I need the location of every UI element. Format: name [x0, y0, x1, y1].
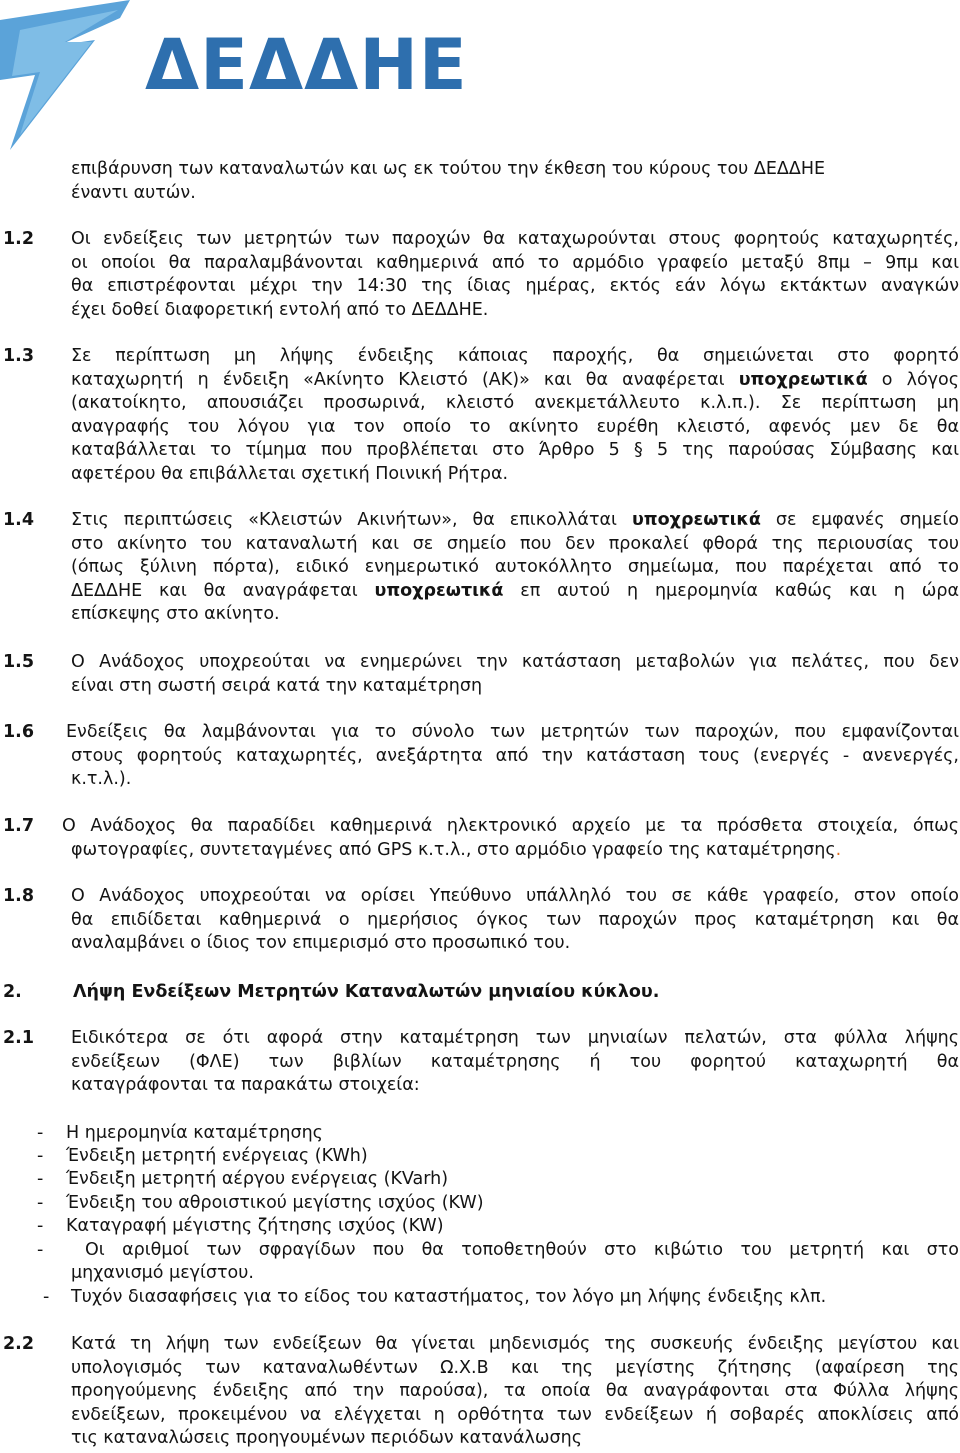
company-logo — [0, 0, 468, 160]
text-line: (όπως ξύλινη πόρτα), ειδικό ενημερωτικό αυτοκόλλητο σημείωμα, που παρέχεται από το — [71, 557, 959, 577]
text-line: επίσκεψης στο ακίνητο. — [71, 604, 280, 624]
list-item — [37, 1145, 43, 1169]
text-run: φωτογραφίες, συντεταγμένες από GPS κ.τ.λ., στο αρμόδιο γραφείο της καταμέτρησης — [71, 839, 836, 860]
list-item — [37, 1168, 43, 1192]
text-line: Κατά τη λήψη των ενδείξεων θα γίνεται μηδενισμός της συσκευής ένδειξης μεγίστου και — [71, 1334, 959, 1354]
text-line: ενδείξεων, προκειμένου να ελέγχεται η ορθότητα των ενδείξεων ή σοβαρές αποκλίσεις από — [71, 1404, 959, 1425]
section-number-1-8: 1.8 — [3, 886, 35, 906]
orange-period: . — [835, 839, 842, 860]
text-line: αναλαμβάνει ο ίδιος τον επιμερισμό στο προσωπικό του. — [71, 933, 571, 953]
section-number-1-5: 1.5 — [3, 652, 35, 672]
dash-marker: - — [37, 1169, 44, 1189]
dash-marker: - — [43, 1287, 50, 1307]
section-1-4-text — [71, 509, 959, 627]
dash-marker: - — [37, 1146, 44, 1166]
section-number-2-1: 2.1 — [3, 1028, 35, 1048]
section-number-1-4: 1.4 — [3, 510, 35, 530]
text-line: αφετέρου θα επιβάλλεται σχετική Ποινική Ρήτρα. — [71, 463, 509, 484]
text-line: έχει δοθεί διαφορετική εντολή από το ΔΕΔΔΗΕ. — [71, 299, 489, 320]
text-line: τις καταναλώσεις προηγουμένων περιόδων κατανάλωσης — [71, 1428, 582, 1448]
dash-marker: - — [37, 1193, 44, 1213]
list-item — [37, 1192, 43, 1216]
text-line: οι οποίοι θα παραλαμβάνονται καθημερινά από το αρμόδιο γραφείο μεταξύ 8πμ – 9πμ και — [71, 252, 959, 273]
text-line: Ειδικότερα σε ότι αφορά στην καταμέτρηση των μηνιαίων πελατών, στα φύλλα λήψης — [71, 1028, 959, 1048]
list-item-text: Καταγραφή μέγιστης ζήτησης ισχύος (KW) — [66, 1216, 444, 1236]
text-run: καταχωρητή η ένδειξη «Ακίνητο Κλειστό (ΑΚ)» και θα αναφέρεται — [71, 369, 739, 390]
dash-marker: - — [37, 1240, 44, 1260]
text-line: είναι στη σωστή σειρά κατά την καταμέτρηση — [71, 675, 483, 696]
section-number-1-3: 1.3 — [3, 346, 35, 366]
text-line: Οι αριθμοί των σφραγίδων που θα τοποθετηθούν στο κιβώτιο του μετρητή και στο — [85, 1240, 959, 1260]
text-line: Σε περίπτωση μη λήψης ένδειξης κάποιας παροχής, θα σημειώνεται στο φορητό — [71, 346, 959, 366]
intro-line-1: επιβάρυνση των καταναλωτών και ως εκ τούτου την έκθεση του κύρους του ΔΕΔΔΗΕ — [71, 159, 826, 179]
text-run: επ αυτού η ημερομηνία καθώς και η ώρα — [503, 580, 960, 601]
section-number-1-6: 1.6 — [3, 722, 35, 742]
text-line: ενδείξεων (ΦΛΕ) των βιβλίων καταμέτρησης ή του φορητού καταχωρητή θα — [71, 1051, 959, 1072]
list-item-text: Ένδειξη μετρητή αέργου ενέργειας (KVarh) — [66, 1169, 449, 1189]
list-item — [37, 1239, 43, 1263]
text-run: ο λόγος — [867, 369, 959, 390]
list-item-text: μηχανισμό μεγίστου. — [71, 1263, 254, 1283]
text-line: Ο Ανάδοχος υποχρεούται να ενημερώνει την κατάσταση μεταβολών για πελάτες, που δεν — [71, 652, 959, 672]
text-line: Ενδείξεις θα λαμβάνονται για το σύνολο των μετρητών των παροχών, που εμφανίζονται — [66, 722, 959, 742]
text-line: (ακατοίκητο, απουσιάζει προσωρινά, κλειστό ανεκμετάλλευτο κ.λ.π.). Σε περίπτωση μη — [71, 393, 959, 413]
section-1-6-text — [66, 721, 959, 792]
intro-line-2: έναντι αυτών. — [71, 182, 196, 203]
section-1-5-text — [71, 651, 959, 698]
section-number-2: 2. — [3, 982, 22, 1002]
emphasis-required: υποχρεωτικά — [631, 510, 761, 530]
section-number-2-2: 2.2 — [3, 1334, 35, 1354]
section-1-2-text — [71, 228, 959, 322]
list-item — [37, 1122, 43, 1146]
section-2-1-text — [71, 1027, 959, 1098]
text-line: στους φορητούς καταχωρητές, ανεξάρτητα από την κατάσταση τους (ενεργές - ανενεργές, — [71, 745, 959, 766]
text-run: σε εμφανές σημείο — [760, 510, 959, 530]
text-run: ΔΕΔΔΗΕ και θα αναγράφεται — [71, 580, 375, 601]
dash-marker: - — [37, 1123, 44, 1143]
logo-text: ΔΕΔΔΗΕ — [145, 24, 468, 106]
intro-paragraph — [71, 158, 959, 205]
text-line: θα επιστρέφονται μέχρι την 14:30 της ίδιας ημέρας, εκτός εάν λόγω εκτάκτων αναγκών — [71, 276, 959, 296]
list-item-text: Ένδειξη μετρητή ενέργειας (KWh) — [66, 1146, 368, 1166]
list-item-text — [85, 1239, 959, 1263]
section-1-8-text — [71, 885, 959, 956]
text-line — [71, 369, 959, 393]
emphasis-required: υποχρεωτικά — [738, 369, 868, 390]
text-line: αναγραφής του λόγου για τον οποίο το ακίνητο ευρέθη κλειστό, αφενός μεν δε θα — [71, 416, 959, 437]
section-1-7-text — [62, 815, 959, 862]
text-line: θα επιδίδεται καθημερινά ο ημερήσιος όγκος των παροχών προς καταμέτρηση και θα — [71, 909, 959, 930]
text-line: Οι ενδείξεις των μετρητών των παροχών θα καταχωρούνται στους φορητούς καταχωρητές, — [71, 229, 959, 249]
text-line: καταγράφονται τα παρακάτω στοιχεία: — [71, 1075, 420, 1095]
emphasis-required: υποχρεωτικά — [374, 580, 504, 601]
text-run: Στις περιπτώσεις «Κλειστών Ακινήτων», θα επικολλάται — [71, 510, 632, 530]
list-item-text: Τυχόν διασαφήσεις για το είδος του καταστήματος, τον λόγο μη λήψης ένδειξης κλπ. — [71, 1287, 827, 1307]
text-line — [71, 580, 959, 604]
text-line: στο ακίνητο του καταναλωτή και σε σημείο που δεν προκαλεί φθορά της περιουσίας του — [71, 533, 959, 554]
list-item — [43, 1286, 49, 1310]
text-line: κ.τ.λ.). — [71, 769, 132, 789]
text-line: προηγούμενης ένδειξης από την παρούσα), τα οποία θα αναγράφονται στα Φύλλα λήψης — [71, 1381, 959, 1401]
section-number-1-7: 1.7 — [3, 816, 35, 836]
text-line: καταβάλλεται το τίμημα που προβλέπεται στο Άρθρο 5 § 5 της παρούσας Σύμβασης και — [71, 440, 959, 460]
text-line: Ο Ανάδοχος υποχρεούται να ορίσει Υπεύθυνο υπάλληλό του σε κάθε γραφείο, στον οποίο — [71, 886, 959, 906]
list-item — [37, 1215, 43, 1239]
section-2-heading: Λήψη Ενδείξεων Μετρητών Καταναλωτών μηνιαίου κύκλου. — [73, 982, 660, 1002]
section-2-2-text — [71, 1333, 959, 1451]
section-number-1-2: 1.2 — [3, 229, 35, 249]
text-line: υπολογισμός των καταναλωθέντων Ω.Χ.Β και της μεγίστης ζήτησης (αφαίρεση της — [71, 1357, 959, 1378]
section-1-3-text — [71, 345, 959, 486]
text-line — [71, 509, 959, 533]
text-line — [62, 839, 959, 863]
list-item-text: Η ημερομηνία καταμέτρησης — [66, 1123, 323, 1143]
list-item-text: Ένδειξη του αθροιστικού μεγίστης ισχύος (KW) — [66, 1193, 484, 1213]
text-line: Ο Ανάδοχος θα παραδίδει καθημερινά ηλεκτρονικό αρχείο με τα πρόσθετα στοιχεία, όπως — [62, 816, 959, 836]
dash-marker: - — [37, 1216, 44, 1236]
